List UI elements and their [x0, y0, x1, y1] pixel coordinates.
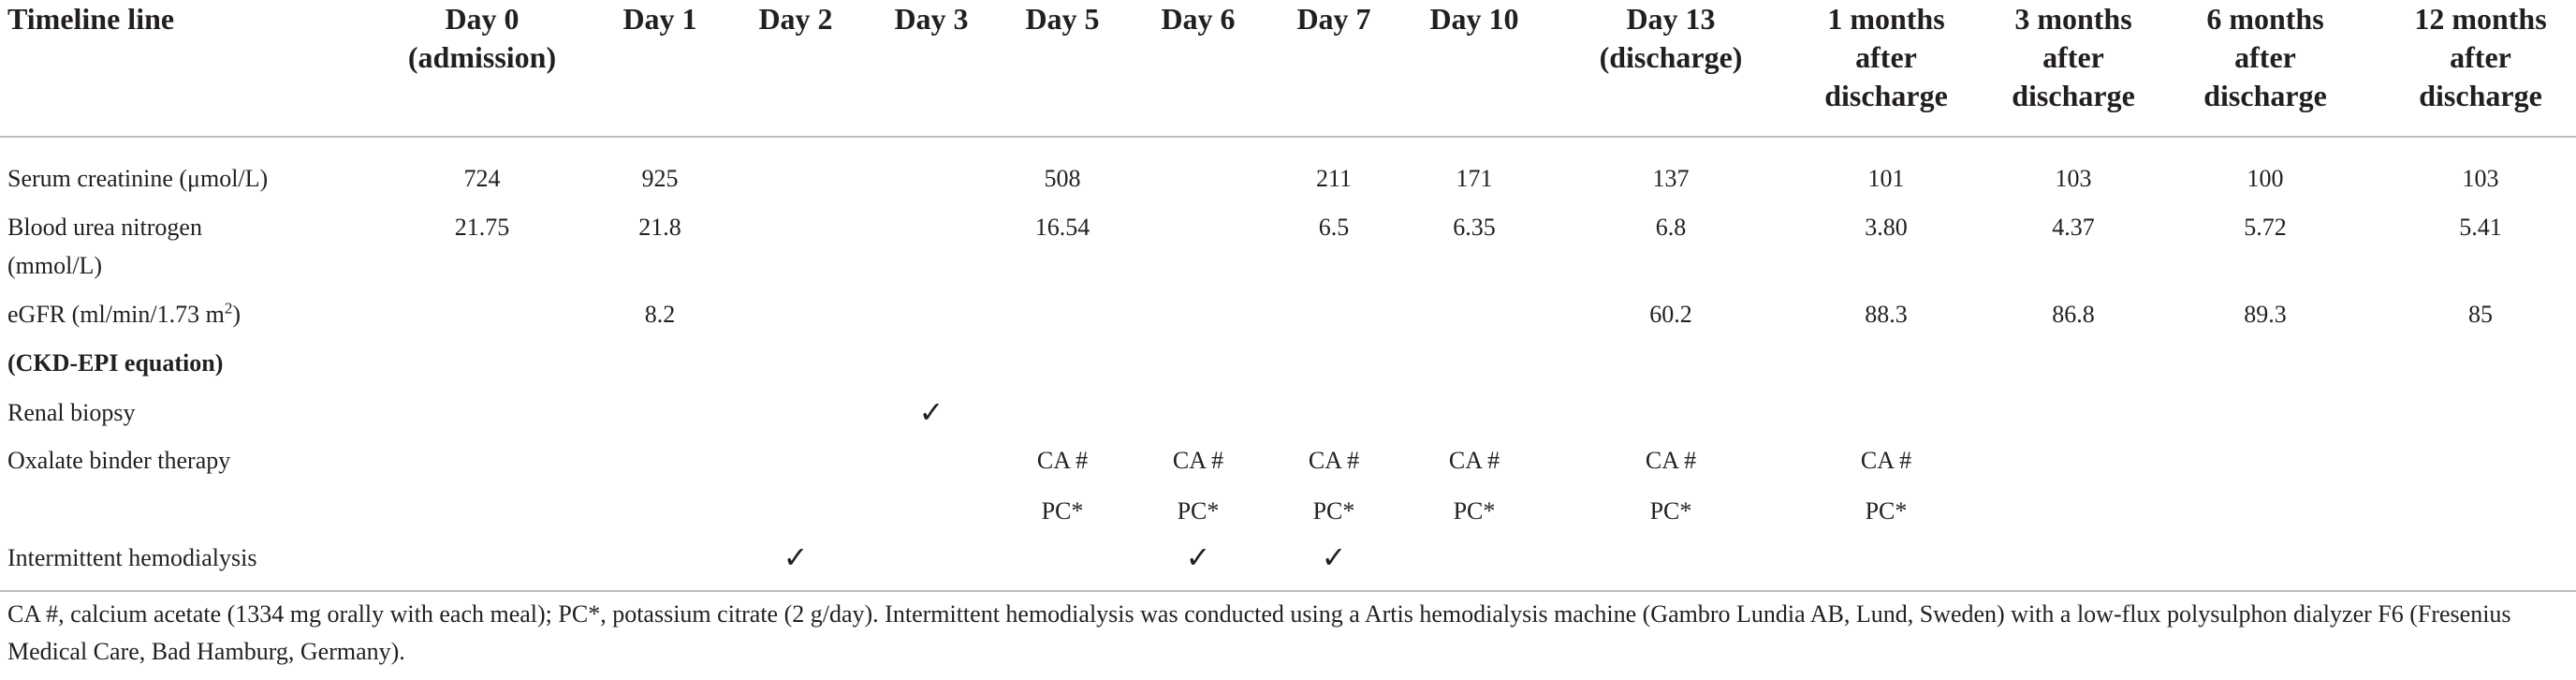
cell-oxalate-ca-day6: CA #: [1172, 447, 1224, 474]
header-line: discharge: [1824, 79, 1948, 112]
cell-oxalate-ca-day5: CA #: [1036, 447, 1089, 474]
header-line: Day 3: [894, 2, 969, 36]
header-12-months: [2392, 0, 2569, 115]
footer-rule: [0, 590, 2576, 592]
header-day10: [1413, 0, 1535, 38]
header-line: (discharge): [1599, 40, 1743, 74]
header-1-month: [1807, 0, 1966, 115]
header-line: Day 13: [1626, 2, 1716, 36]
cell-oxalate-pc-day10: PC*: [1453, 497, 1496, 525]
cell-bun-day1: 21.8: [638, 214, 681, 241]
check-hemodialysis-day2: ✓: [783, 540, 809, 575]
cell-oxalate-pc-1m: PC*: [1865, 497, 1908, 525]
cell-bun-1m: 3.80: [1865, 214, 1908, 241]
header-6-months: [2186, 0, 2345, 115]
row-label-oxalate: Oxalate binder therapy: [7, 447, 231, 474]
header-day5: [1011, 0, 1114, 38]
row-label-bun: Blood urea nitrogen: [7, 214, 202, 241]
cell-creatinine-day0: 724: [463, 165, 501, 192]
row-label-ckd-epi: (CKD-EPI equation): [7, 349, 224, 377]
header-day6: [1147, 0, 1250, 38]
row-label-hemodialysis: Intermittent hemodialysis: [7, 544, 257, 571]
cell-oxalate-ca-day7: CA #: [1308, 447, 1360, 474]
header-line: Day 0: [445, 2, 520, 36]
header-line: Day 5: [1025, 2, 1100, 36]
header-line: Day 1: [622, 2, 697, 36]
header-line: Day 2: [758, 2, 833, 36]
cell-bun-day13: 6.8: [1655, 214, 1687, 241]
header-3-months: [1994, 0, 2153, 115]
header-line: discharge: [2012, 79, 2135, 112]
cell-creatinine-day1: 925: [641, 165, 679, 192]
cell-egfr-day13: 60.2: [1649, 301, 1692, 328]
cell-creatinine-day10: 171: [1456, 165, 1493, 192]
cell-egfr-1m: 88.3: [1865, 301, 1908, 328]
cell-oxalate-pc-day5: PC*: [1041, 497, 1084, 525]
footnote-line-2: Medical Care, Bad Hamburg, Germany).: [7, 638, 405, 665]
header-line: 3 months: [2014, 2, 2132, 36]
row-label-bun-unit: (mmol/L): [7, 252, 103, 279]
check-hemodialysis-day6: ✓: [1185, 540, 1211, 575]
header-day2: [744, 0, 847, 38]
header-line: (admission): [407, 40, 557, 74]
header-rule: [0, 136, 2576, 138]
header-line: after: [2042, 40, 2104, 74]
cell-egfr-12m: 85: [2468, 301, 2493, 328]
cell-oxalate-ca-1m: CA #: [1860, 447, 1912, 474]
cell-bun-day5: 16.54: [1034, 214, 1090, 241]
cell-creatinine-12m: 103: [2462, 165, 2499, 192]
header-day0: [402, 0, 562, 77]
cell-creatinine-3m: 103: [2055, 165, 2092, 192]
cell-oxalate-ca-day10: CA #: [1448, 447, 1500, 474]
cell-oxalate-pc-day6: PC*: [1177, 497, 1220, 525]
header-line: discharge: [2203, 79, 2327, 112]
cell-egfr-6m: 89.3: [2244, 301, 2287, 328]
cell-bun-12m: 5.41: [2459, 214, 2502, 241]
cell-egfr-3m: 86.8: [2052, 301, 2095, 328]
footnote-line-1: CA #, calcium acetate (1334 mg orally with each meal); PC*, potassium citrate (2 g/day). Intermittent hemodialysis was conducted using a Artis hemodialysis machine (Gambro Lundia AB, Lund, Sweden) with a low-flux polysulphon dialyzer F6 (Fresenius: [7, 600, 2511, 628]
header-line: 12 months: [2414, 2, 2547, 36]
cell-egfr-day1: 8.2: [644, 301, 676, 328]
header-line: Day 10: [1429, 2, 1519, 36]
header-day1: [608, 0, 711, 38]
header-line: after: [2450, 40, 2511, 74]
cell-creatinine-day5: 508: [1044, 165, 1081, 192]
header-line: discharge: [2419, 79, 2542, 112]
table-footnote: [7, 596, 2569, 671]
cell-oxalate-pc-day7: PC*: [1312, 497, 1355, 525]
header-day7: [1282, 0, 1385, 38]
cell-creatinine-day13: 137: [1652, 165, 1690, 192]
egfr-label-prefix: eGFR (ml/min/1.73 m: [7, 301, 225, 328]
cell-oxalate-pc-day13: PC*: [1649, 497, 1692, 525]
header-line: 1 months: [1827, 2, 1945, 36]
header-line: Day 6: [1161, 2, 1236, 36]
header-line: Day 7: [1296, 2, 1371, 36]
egfr-label-suffix: ): [232, 301, 242, 328]
header-line: after: [2234, 40, 2296, 74]
row-label-creatinine: Serum creatinine (μmol/L): [7, 165, 269, 192]
header-line: after: [1855, 40, 1917, 74]
cell-bun-day0: 21.75: [454, 214, 510, 241]
header-day13: [1587, 0, 1755, 77]
check-biopsy-day3: ✓: [918, 394, 944, 430]
cell-bun-day7: 6.5: [1318, 214, 1350, 241]
cell-bun-day10: 6.35: [1453, 214, 1496, 241]
egfr-label-sup: 2: [224, 299, 233, 318]
header-line: 6 months: [2206, 2, 2324, 36]
header-day3: [880, 0, 983, 38]
row-label-egfr: [7, 295, 241, 333]
cell-creatinine-6m: 100: [2247, 165, 2284, 192]
cell-bun-3m: 4.37: [2052, 214, 2095, 241]
cell-bun-6m: 5.72: [2244, 214, 2287, 241]
cell-oxalate-ca-day13: CA #: [1645, 447, 1697, 474]
cell-creatinine-1m: 101: [1867, 165, 1905, 192]
cell-creatinine-day7: 211: [1315, 165, 1353, 192]
check-hemodialysis-day7: ✓: [1321, 540, 1347, 575]
header-timeline: Timeline line: [7, 2, 175, 36]
row-label-biopsy: Renal biopsy: [7, 399, 136, 426]
